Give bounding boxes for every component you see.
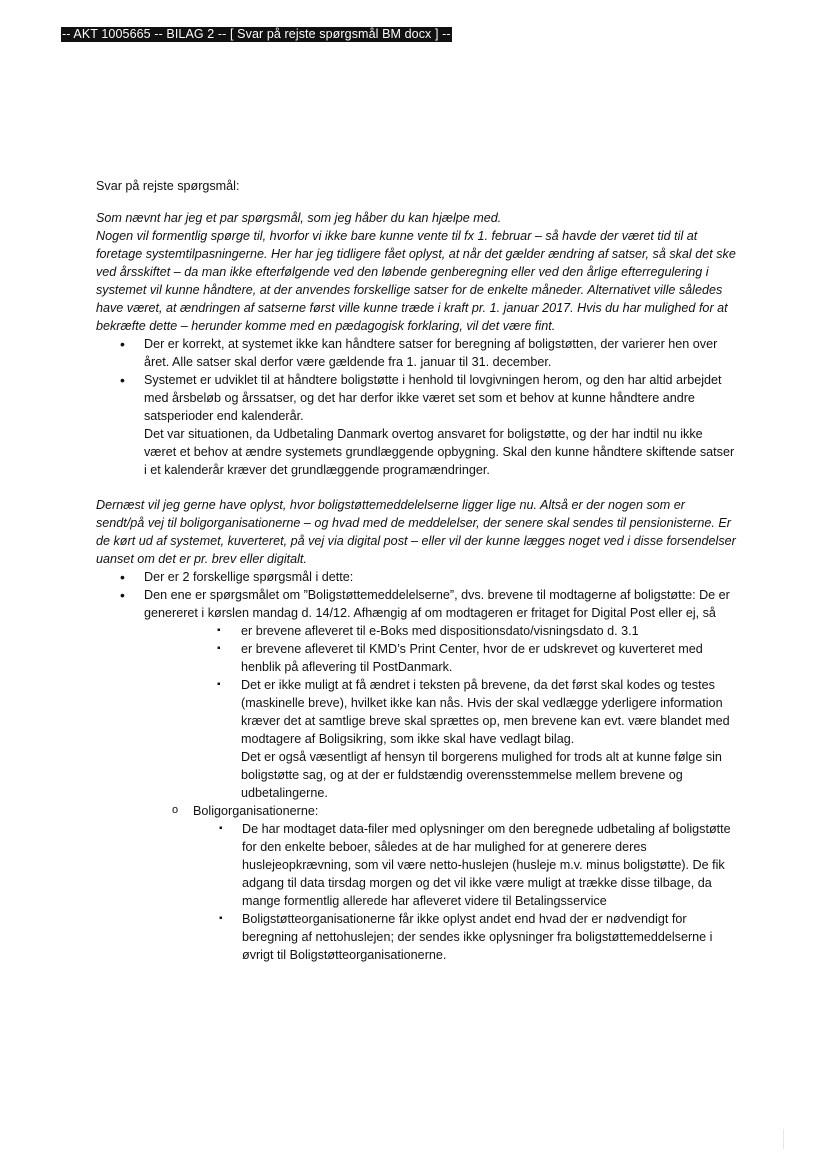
answer-2-point-1: • Der er 2 forskellige spørgsmål i dette: <box>144 570 354 584</box>
text-change-item: ▪ Det er ikke muligt at få ændret i teksten på brevene, da det først skal kodes og testes (maskinelle breve), hvilket ikke kan nås. Hvis der skal vedlægge yderligere information kræver det at samtlige breve skal sprættes op, men brevene kan evt. være blandet med modtagere af Boligsikring, som ikke skal have vedlagt bilag. <box>241 678 730 746</box>
list-item <box>96 640 736 676</box>
organisations-label: o Boligorganisationerne: <box>193 804 319 818</box>
document-header-stamp: -- AKT 1005665 -- BILAG 2 -- [ Svar på rejste spørgsmål BM docx ] -- <box>62 27 451 41</box>
organisations-list <box>96 802 736 964</box>
question-1-intro: Som nævnt har jeg et par spørgsmål, som jeg håber du kan hjælpe med. <box>96 211 502 225</box>
answer-1-point-1: • Der er korrekt, at systemet ikke kan håndtere satser for beregning af boligstøtten, der varierer hen over året. Alle satser skal derfor være gældende fra 1. januar til 31. december. <box>144 337 718 369</box>
question-1-text: Nogen vil formentlig spørge til, hvorfor vi ikke bare kunne vente til fx 1. februar – så havde der været tid til at foretage systemtilpasningerne. Her har jeg tidligere fået oplyst, at når det gælder ændring af satser, så skal det ske ved årsskiftet – da man ikke efterfølgende ved den løbende genberegning eller ved den årlige efterregulering i systemet vil kunne håndtere, at der anvendes forskellige satser for de enkelte måneder. Alternativet ville således have været, at ændringen af satserne først ville kunne træde i kraft pr. 1. januar 2017. Hvis du har mulighed for at bekræfte dette – herunder komme med en pædagogisk forklaring, vil det være fint. <box>96 229 736 333</box>
print-center-item: ▪ er brevene afleveret til KMD’s Print Center, hvor de er udskrevet og kuverteret med henblik på aflevering til PostDanmark. <box>241 642 703 674</box>
list-item <box>193 910 736 964</box>
net-rent-item: ▪ Boligstøtteorganisationerne får ikke oplyst andet end hvad der er nødvendigt for beregning af nettohuslejen; der sendes ikke oplysninger fra boligstøttemeddelserne i øvrigt til Boligstøtteorganisationerne. <box>242 912 713 962</box>
list-item <box>96 802 736 964</box>
organisations-details-list <box>193 820 736 964</box>
delivery-details-list <box>96 622 736 802</box>
list-item <box>96 568 736 586</box>
list-item <box>193 820 736 910</box>
question-2 <box>96 496 736 568</box>
list-item <box>96 335 736 371</box>
list-item <box>96 676 736 802</box>
text-change-item-continued: Det er også væsentligt af hensyn til borgerens mulighed for trods alt at kunne følge sin boligstøtte sag, og at der er fuldstændig overensstemmelse mellem brevene og udbetalingerne. <box>241 750 722 800</box>
answer-1-point-2-continued: Det var situationen, da Udbetaling Danmark overtog ansvaret for boligstøtte, og der har indtil nu ikke været et behov at ændre systemets grundlæggende opbygning. Skal den kunne håndtere skiftende satser i et kalenderår kræver det grundlæggende programændringer. <box>144 427 735 477</box>
question-2-text: Dernæst vil jeg gerne have oplyst, hvor boligstøttemeddelelserne ligger lige nu. Altså er der nogen som er sendt/på vej til boligorganisationerne – og hvad med de meddelelser, der senere skal sendes til pensionisterne. Er de kørt ud af systemet, kuverteret, på vej via digital post – eller vil der kunne lægges noget ved i disse forsendelser uanset om det er pr. brev eller digitalt. <box>96 498 736 566</box>
scan-edge-mark <box>783 1129 784 1149</box>
answer-2-list <box>96 568 736 622</box>
document-body <box>96 177 736 964</box>
answer-1-list <box>96 335 736 479</box>
list-item <box>96 371 736 479</box>
data-files-item: ▪ De har modtaget data-filer med oplysninger om den beregnede udbetaling af boligstøtte for den enkelte beboer, således at de har mulighed for at generere deres huslejeopkrævning, som vil være netto-huslejen (husleje m.v. minus boligstøtte). De fik adgang til data tirsdag morgen og det vil ikke være muligt at trække disse tilbage, da mange formentlig allerede har afleveret videre til Betalingsservice <box>242 822 731 908</box>
question-1 <box>96 209 736 335</box>
answer-2-point-2: • Den ene er spørgsmålet om ”Boligstøttemeddelelserne”, dvs. brevene til modtagerne af boligstøtte: De er genereret i kørslen mandag d. 14/12. Afhængig af om modtageren er fritaget for Digital Post eller ej, så <box>144 588 730 620</box>
page-title: Svar på rejste spørgsmål: <box>96 179 240 193</box>
answer-1-point-2: • Systemet er udviklet til at håndtere boligstøtte i henhold til lovgivningen herom, og den har altid arbejdet med årsbeløb og årssatser, og det har derfor ikke været set som et behov at kunne håndtere andre satsperioder end kalenderår. <box>144 373 722 423</box>
eboks-item: ▪ er brevene afleveret til e-Boks med dispositionsdato/visningsdato d. 3.1 <box>241 624 639 638</box>
list-item <box>96 622 736 640</box>
list-item <box>96 586 736 622</box>
